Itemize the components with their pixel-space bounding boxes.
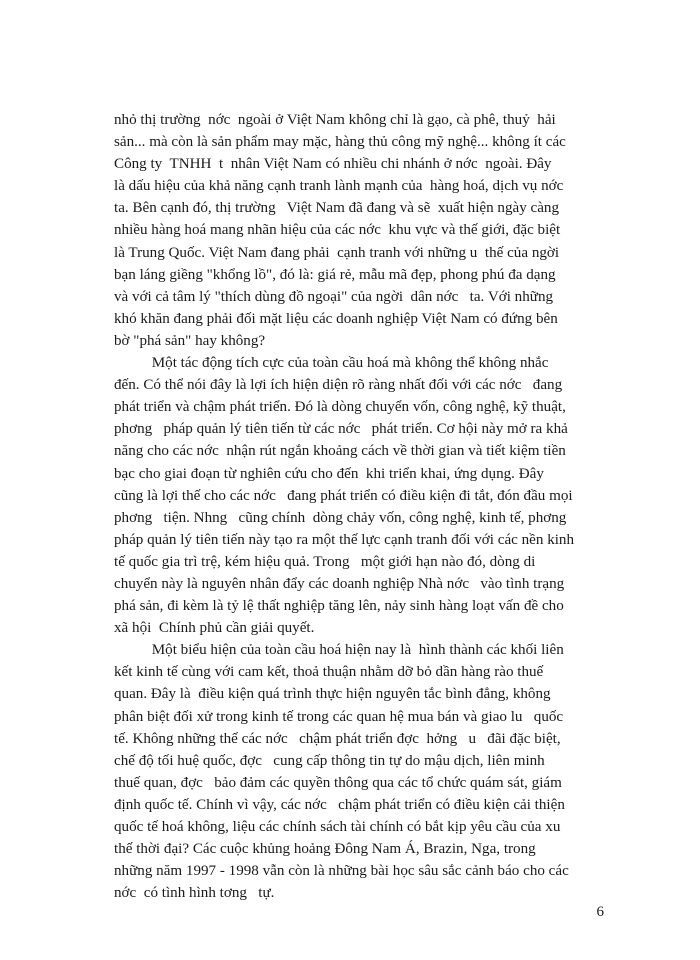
- text-line: thuế quan, đợc bảo đảm các quyền thông qua các tổ chức quám sát, giám: [114, 774, 562, 791]
- text-line: tế. Không những thế các nớc chậm phát triển đợc hởng u đãi đặc biệt,: [114, 730, 561, 747]
- text-line: quan. Đây là điều kiện quá trình thực hiện nguyên tắc bình đẳng, không: [114, 686, 551, 703]
- text-line: Một biểu hiện của toàn cầu hoá hiện nay là hình thành các khối liên: [114, 642, 564, 659]
- text-line: xã hội Chính phủ cần giải quyết.: [114, 620, 315, 637]
- text-line: bạc cho giai đoạn từ nghiên cứu cho đến khi triển khai, ứng dụng. Đây: [114, 465, 544, 482]
- text-line: phân biệt đối xử trong kinh tế trong các quan hệ mua bán và giao lu quốc: [114, 708, 564, 725]
- text-line: phá sản, đi kèm là tỷ lệ thất nghiệp tăng lên, nảy sinh hàng loạt vấn đề cho: [114, 598, 564, 615]
- text-line: ta. Bên cạnh đó, thị trường Việt Nam đã đang và sẽ xuất hiện ngày càng: [114, 200, 560, 217]
- text-line: pháp quản lý tiên tiến này tạo ra một thế lực cạnh tranh đối với các nền kinh: [114, 531, 575, 548]
- text-line: năng cho các nớc nhận rút ngắn khoảng cách về thời gian và tiết kiệm tiền: [114, 443, 566, 460]
- text-line: những năm 1997 - 1998 vẫn còn là những bài học sâu sắc cảnh báo cho các: [114, 863, 569, 880]
- text-line: nhỏ thị trường nớc ngoài ở Việt Nam không chỉ là gạo, cà phê, thuỷ hải: [114, 112, 556, 128]
- text-line: và với cả tâm lý "thích dùng đồ ngoại" của ngời dân nớc ta. Với những: [114, 288, 554, 305]
- text-line: thế thời đại? Các cuộc khủng hoảng Đông Nam Á, Brazin, Nga, trong: [114, 841, 536, 858]
- text-line: sản... mà còn là sản phẩm may mặc, hàng thủ công mỹ nghệ... không ít các: [114, 134, 566, 151]
- text-line: là Trung Quốc. Việt Nam đang phải cạnh tranh với những u thế của ngời: [114, 244, 560, 261]
- text-line: định quốc tế. Chính vì vậy, các nớc chậm phát triển có điều kiện cải thiện: [114, 796, 565, 813]
- text-line: đến. Có thể nói đây là lợi ích hiện diện rõ ràng nhất đối với các nớc đang: [114, 377, 563, 394]
- text-line: chế độ tối huệ quốc, đợc cung cấp thông tin tự do mậu dịch, liên minh: [114, 752, 545, 769]
- text-line: nớc có tình hình tơng tự.: [114, 885, 275, 902]
- text-line: phơng tiện. Nhng cũng chính dòng chảy vốn, công nghệ, kinh tế, phơng: [114, 509, 567, 526]
- text-line: nhiều hàng hoá mang nhãn hiệu của các nớc khu vực và thế giới, đặc biệt: [114, 222, 561, 239]
- text-line: là dấu hiệu của khả năng cạnh tranh lành mạnh của hàng hoá, dịch vụ nớc: [114, 178, 564, 195]
- text-line: kết kinh tế cùng với cam kết, thoả thuận nhằm dỡ bỏ dần hàng rào thuế: [114, 664, 544, 681]
- text-line: Một tác động tích cực của toàn cầu hoá mà không thể không nhắc: [114, 355, 549, 372]
- text-line: phơng pháp quản lý tiên tiến từ các nớc phát triển. Cơ hội này mở ra khả: [114, 421, 568, 438]
- text-line: khó khăn đang phải đối mặt liệu các doanh nghiệp Việt Nam có đứng bên: [114, 310, 558, 327]
- text-line: phát triển và chậm phát triển. Đó là dòng chuyển vốn, công nghệ, kỹ thuật,: [114, 399, 566, 416]
- text-line: quốc tế hoá không, liệu các chính sách tài chính có bắt kịp yêu cầu của xu: [114, 819, 561, 835]
- text-line: bạn láng giềng "khổng lồ", đó là: giá rẻ, mẫu mã đẹp, phong phú đa dạng: [114, 266, 556, 283]
- body-text: [114, 109, 592, 904]
- text-line: chuyển này là nguyên nhân đẩy các doanh nghiệp Nhà nớc vào tình trạng: [114, 575, 565, 592]
- page-number: 6: [596, 904, 604, 920]
- text-line: cũng là lợi thế cho các nớc đang phát triển có điều kiện đi tắt, đón đầu mọi: [114, 487, 573, 504]
- text-line: tế quốc gia trì trệ, kém hiệu quả. Trong một giới hạn nào đó, dòng di: [114, 553, 536, 570]
- text-line: Công ty TNHH t nhân Việt Nam có nhiều chi nhánh ở nớc ngoài. Đây: [114, 156, 552, 173]
- text-line: bờ "phá sản" hay không?: [114, 332, 266, 349]
